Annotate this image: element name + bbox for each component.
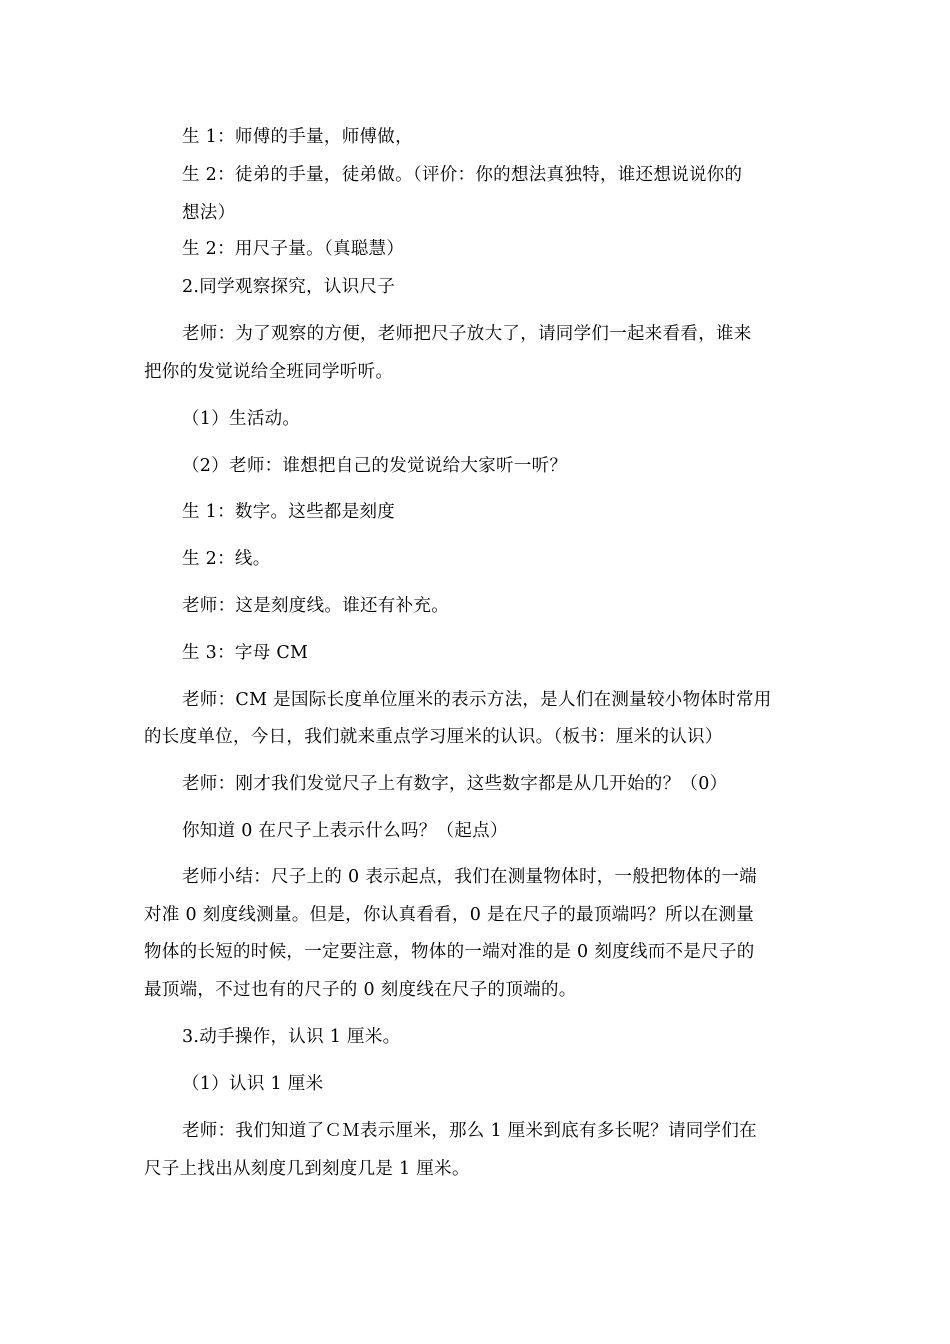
text-line: 物体的长短的时候，一定要注意，物体的一端对准的是 0 刻度线而不是尺子的 xyxy=(144,942,755,962)
text-line: 老师：刚才我们发觉尺子上有数字，这些数字都是从几开始的？（0） xyxy=(182,774,728,794)
text-line: 老师小结：尺子上的 0 表示起点，我们在测量物体时，一般把物体的一端 xyxy=(182,867,757,887)
text-line: 生 1：数字。这些都是刻度 xyxy=(182,502,396,522)
text-line: 最顶端，不过也有的尺子的 0 刻度线在尺子的顶端的。 xyxy=(144,980,577,1000)
section-heading: 3.动手操作，认识 1 厘米。 xyxy=(182,1027,401,1047)
text-line: 想法） xyxy=(182,203,236,223)
text-line: （2）老师：谁想把自己的发觉说给大家听一听？ xyxy=(182,456,568,476)
text-line: 把你的发觉说给全班同学听听。 xyxy=(144,362,394,382)
text-line: 老师：CM 是国际长度单位厘米的表示方法，是人们在测量较小物体时常用 xyxy=(182,690,772,710)
text-line: 生 1：师傅的手量，师傅做， xyxy=(182,127,413,147)
text-line: （1）认识 1 厘米 xyxy=(182,1074,324,1094)
text-line: 生 2：徒弟的手量，徒弟做。（评价：你的想法真独特，谁还想说说你的 xyxy=(182,165,743,185)
text-line: 生 2：用尺子量。（真聪慧） xyxy=(182,239,405,259)
text-line: （1）生活动。 xyxy=(182,409,301,429)
text-line: 对准 0 刻度线测量。但是，你认真看看，0 是在尺子的最顶端吗？所以在测量 xyxy=(144,905,755,925)
text-line: 老师：这是刻度线。谁还有补充。 xyxy=(182,596,449,616)
text-line: 老师：我们知道了ＣＭ表示厘米，那么 1 厘米到底有多长呢？请同学们在 xyxy=(182,1121,757,1141)
section-heading: 2.同学观察探究，认识尺子 xyxy=(182,277,396,297)
text-line: 尺子上找出从刻度几到刻度几是 1 厘米。 xyxy=(144,1159,470,1179)
text-line: 你知道 0 在尺子上表示什么吗？（起点） xyxy=(182,821,508,841)
text-line: 生 2：线。 xyxy=(182,549,271,569)
text-line: 生 3：字母 CM xyxy=(182,643,309,663)
text-line: 的长度单位，今日，我们就来重点学习厘米的认识。（板书：厘米的认识） xyxy=(144,727,723,747)
text-line: 老师：为了观察的方便，老师把尺子放大了，请同学们一起来看看，谁来 xyxy=(182,324,752,344)
